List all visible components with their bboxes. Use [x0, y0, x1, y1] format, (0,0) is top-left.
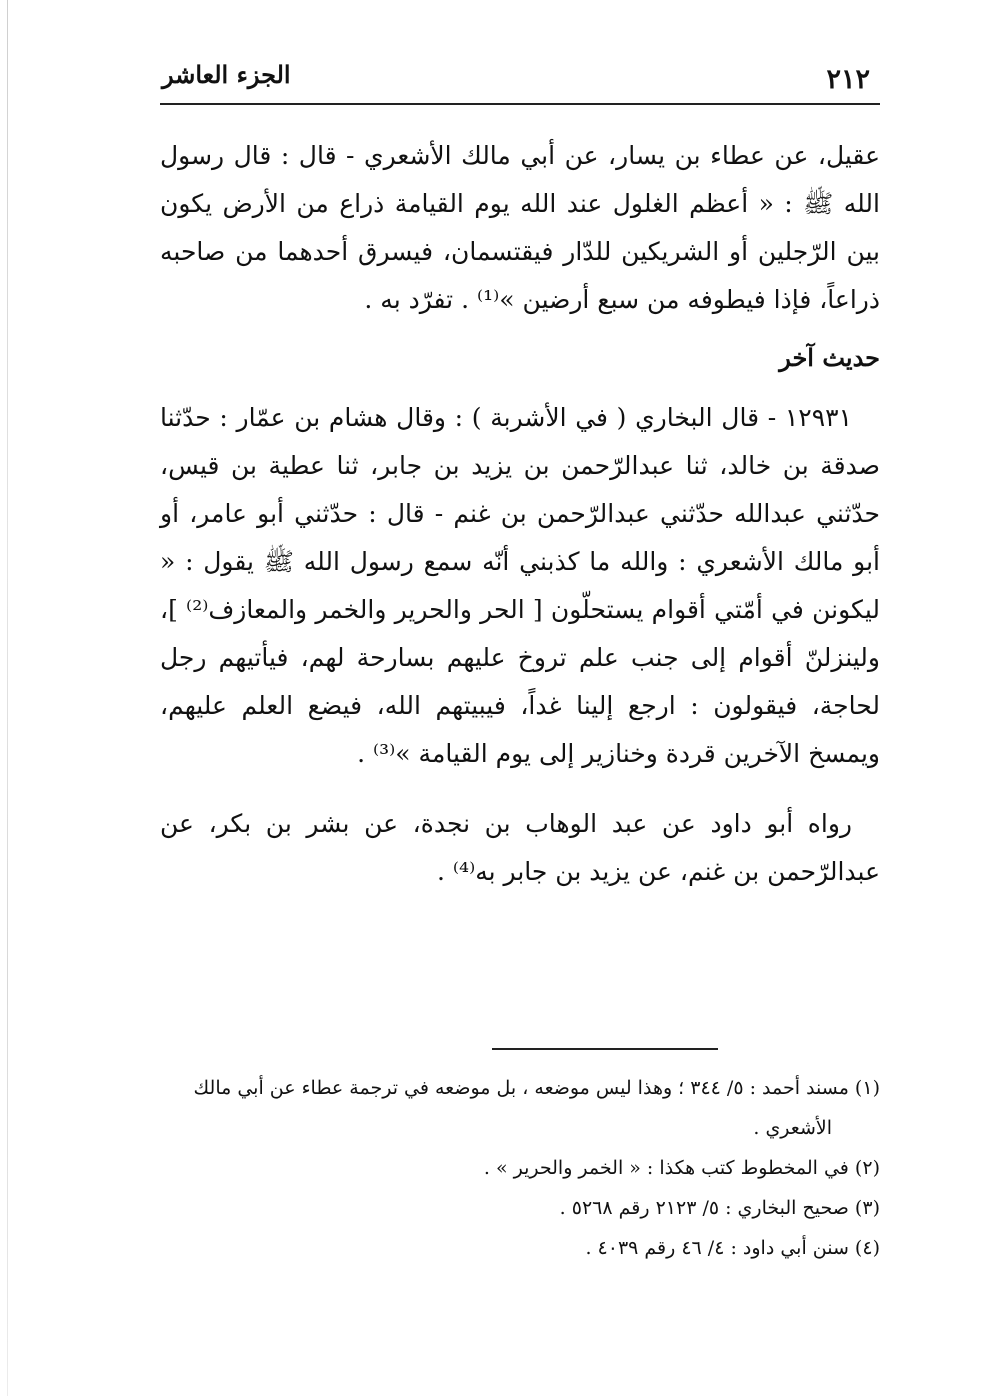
footnotes [160, 1068, 880, 1268]
header-rule [160, 103, 880, 105]
footnote-1: (١) مسند أحمد : ٥/ ٣٤٤ ؛ وهذا ليس موضعه ، بل موضعه في ترجمة عطاء عن أبي مالك [193, 1077, 880, 1099]
page-number: ٢١٢ [826, 64, 870, 95]
running-head: الجزء العاشر [162, 60, 291, 89]
hadith-paragraph: ١٢٩٣١ - قال البخاري ( في الأشربة ) : وقال هشام بن عمّار : حدّثنا صدقة بن خالد، ثنا عبدالرّحمن بن يزيد بن جابر، ثنا عطية بن قيس، حدّثني عبدالله حدّثني عبدالرّحمن بن غنم - قال : حدّثني أبو عامر، أو أبو مالك الأشعري : والله ما كذبني أنّه سمع رسول الله ﷺ يقول : « ليكونن في أمّتي أقوام يستحلّون [ الحر والحرير والخمر والمعازف⁽²⁾ ]، ولينزلنّ أقوام إلى جنب علم تروخ عليهم بسارحة لهم، فيأتيهم رجل لحاجة، فيقولون : ارجع إلينا غداً، فيبيتهم الله، فيضع العلم عليهم، ويمسخ الآخرين قردة وخنازير إلى يوم القيامة »⁽³⁾ . [160, 403, 880, 768]
paragraph-continuation: عقيل، عن عطاء بن يسار، عن أبي مالك الأشعري - قال : قال رسول الله ﷺ : « أعظم الغلول عند الله يوم القيامة ذراع من الأرض يكون بين الرّجلين أو الشريكين للدّار فيقتسمان، فيسرق أحدهما من صاحبه ذراعاً، فإذا فيطوفه من سبع أرضين »⁽¹⁾ . تفرّد به . [160, 141, 880, 314]
footnote-rule [492, 1048, 718, 1050]
footnote-3: (٣) صحيح البخاري : ٥/ ٢١٢٣ رقم ٥٢٦٨ . [559, 1197, 880, 1219]
main-text [160, 132, 880, 896]
narration-paragraph: رواه أبو داود عن عبد الوهاب بن نجدة، عن بشر بن بكر، عن عبدالرّحمن بن غنم، عن يزيد بن جابر به⁽⁴⁾ . [160, 809, 880, 886]
footnote-1-continuation: الأشعري . [753, 1117, 832, 1139]
book-page [160, 58, 880, 896]
page-header [160, 58, 880, 102]
footnote-4: (٤) سنن أبي داود : ٤/ ٤٦ رقم ٤٠٣٩ . [585, 1237, 880, 1259]
section-heading: حديث آخر [779, 343, 880, 372]
footnote-2: (٢) في المخطوط كتب هكذا : « الخمر والحرير » . [483, 1157, 880, 1179]
scan-edge-mark [7, 0, 8, 1396]
